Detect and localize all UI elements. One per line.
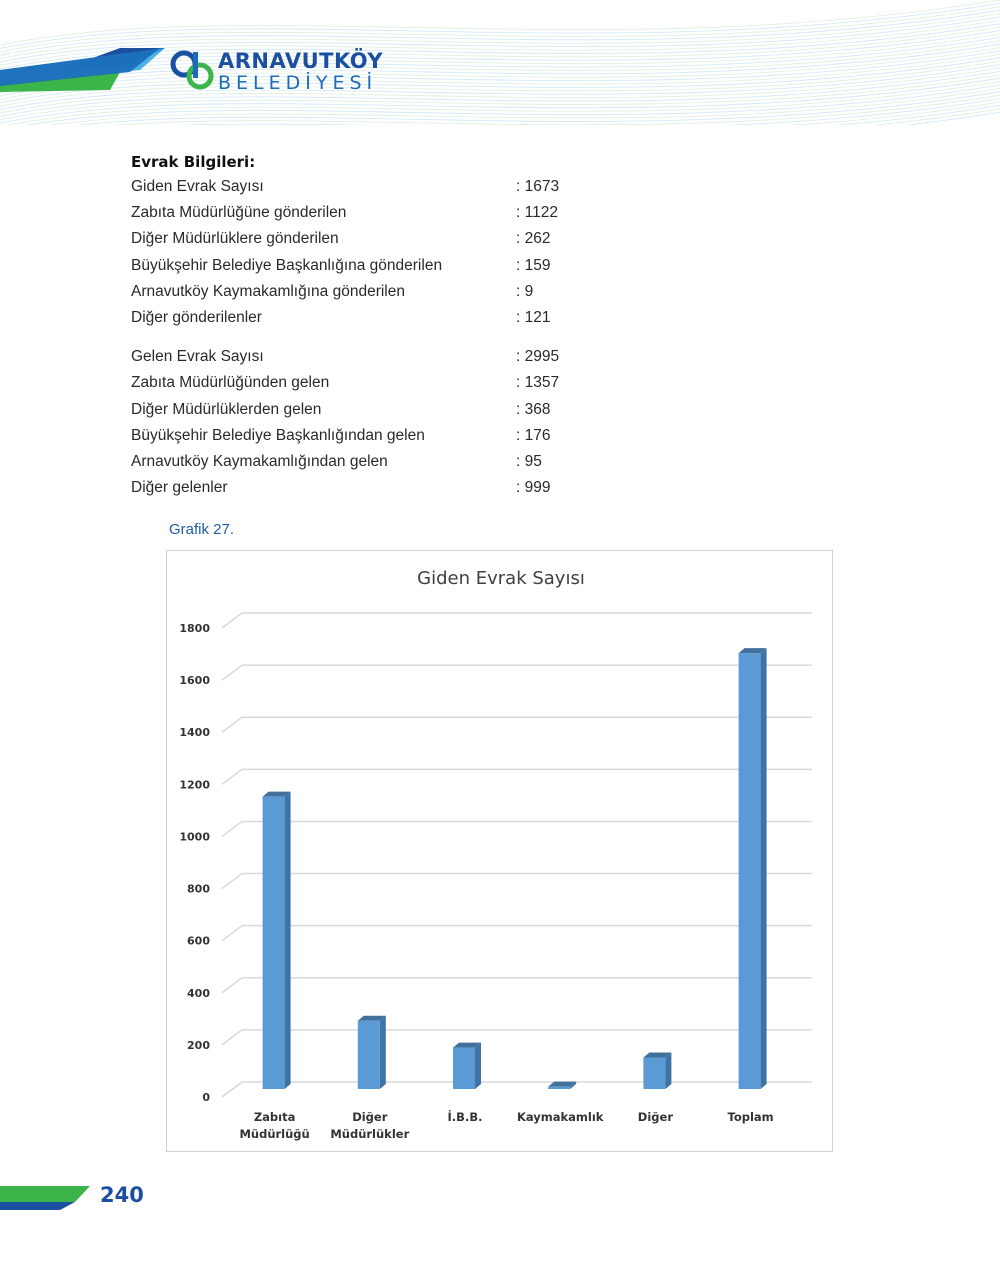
bar-front (548, 1087, 570, 1089)
info-row (131, 200, 691, 226)
y-tick-label: 200 (187, 1038, 210, 1052)
info-label: Zabıta Müdürlüğünden gelen (131, 374, 330, 392)
logo-mark (173, 52, 211, 87)
y-tick-label: 1800 (179, 622, 210, 635)
info-label: Diğer gelenler (131, 479, 228, 497)
wave-line (0, 82, 1000, 125)
y-tick-label: 1400 (179, 726, 210, 740)
info-row (131, 423, 691, 449)
gridline-depth (222, 926, 242, 941)
logo-text (218, 50, 383, 94)
bar-front (643, 1057, 665, 1089)
bar-front (263, 797, 285, 1089)
info-label: Giden Evrak Sayısı (131, 178, 264, 195)
footer-stripe-blue (0, 1202, 75, 1210)
y-tick-label: 1000 (179, 830, 210, 844)
info-value: : 9 (516, 282, 534, 300)
x-tick-label: Müdürlükler (330, 1127, 410, 1141)
info-label: Gelen Evrak Sayısı (131, 348, 264, 366)
info-value: : 368 (516, 400, 551, 418)
page-header (0, 0, 1000, 125)
info-label: Arnavutköy Kaymakamlığına gönderilen (131, 282, 405, 300)
info-heading: Evrak Bilgileri: (131, 153, 256, 171)
gridline-depth (222, 613, 242, 628)
gridline-depth (222, 665, 242, 680)
wave-line (0, 105, 1000, 125)
x-tick-label: Toplam (727, 1110, 774, 1124)
footer-stripe-green (0, 1186, 90, 1202)
info-value: : 176 (516, 426, 551, 444)
info-label: Büyükşehir Belediye Başkanlığından gelen (131, 426, 425, 444)
gridline-depth (222, 1030, 242, 1045)
info-value: : 159 (516, 256, 551, 274)
info-row (131, 397, 691, 423)
document-info-list (131, 150, 691, 501)
info-value: : 1357 (516, 374, 560, 392)
gridline-depth (222, 821, 242, 836)
logo-subtitle: BELEDİYESİ (218, 72, 378, 94)
y-tick-label: 1200 (179, 778, 210, 792)
bar-side (380, 1016, 386, 1089)
wave-line (0, 109, 1000, 125)
bar (453, 1043, 481, 1089)
x-tick-label: Müdürlüğü (239, 1127, 310, 1141)
info-value: : 262 (516, 230, 551, 248)
info-row (131, 305, 691, 331)
chart-caption: Grafik 27. (169, 521, 235, 538)
info-label: Diğer Müdürlüklere gönderilen (131, 230, 339, 248)
bar (263, 792, 291, 1089)
info-row (131, 449, 691, 475)
chart-bars (263, 648, 767, 1089)
info-label: Zabıta Müdürlüğüne gönderilen (131, 204, 347, 222)
wave-line (0, 85, 1000, 125)
info-value: : 121 (516, 308, 551, 326)
gridline-depth (222, 769, 242, 784)
section-gap (131, 331, 691, 344)
info-row (131, 370, 691, 396)
page-footer (0, 1180, 200, 1220)
logo-title: ARNAVUTKÖY (218, 49, 384, 73)
info-value: : 95 (516, 452, 542, 470)
incoming-list (131, 344, 691, 501)
gridline-depth (222, 1082, 242, 1097)
gridline-depth (222, 978, 242, 993)
y-tick-label: 400 (187, 986, 210, 1000)
chart-y-axis (179, 622, 210, 1104)
bar (739, 648, 767, 1089)
bar-side (761, 648, 767, 1089)
gridline-depth (222, 874, 242, 889)
bar-side (665, 1052, 671, 1089)
info-row (131, 279, 691, 305)
info-row (131, 174, 691, 200)
page-number: 240 (100, 1183, 144, 1207)
bar-front (453, 1048, 475, 1089)
outgoing-list (131, 174, 691, 331)
bar-front (358, 1021, 380, 1089)
header-decoration (0, 0, 1000, 125)
info-label: Arnavutköy Kaymakamlığından gelen (131, 452, 388, 470)
bar (643, 1052, 671, 1089)
info-label: Büyükşehir Belediye Başkanlığına gönderilen (131, 256, 443, 274)
bar-front (739, 653, 761, 1089)
info-row (131, 226, 691, 252)
chart-container (166, 550, 833, 1152)
x-tick-label: Diğer (352, 1110, 388, 1124)
info-value: : 1122 (516, 204, 558, 222)
header-wave-lines (0, 0, 1000, 125)
y-tick-label: 1600 (179, 674, 210, 688)
chart-title: Giden Evrak Sayısı (417, 568, 585, 589)
bar-chart (167, 551, 834, 1153)
info-value: : 2995 (516, 348, 560, 366)
chart-x-axis (239, 1109, 773, 1141)
x-tick-label: Zabıta (253, 1110, 296, 1124)
y-tick-label: 0 (202, 1091, 210, 1104)
wave-line (0, 102, 1000, 125)
x-tick-label: Diğer (637, 1110, 674, 1124)
info-value: : 1673 (516, 178, 560, 195)
x-tick-label: İ.B.B. (447, 1110, 483, 1124)
bar (358, 1016, 386, 1089)
info-label: Diğer Müdürlüklerden gelen (131, 400, 322, 418)
y-tick-label: 600 (187, 934, 210, 948)
info-row (131, 344, 691, 370)
chart-grid (222, 613, 812, 1097)
y-tick-label: 800 (187, 882, 210, 896)
x-tick-label: Kaymakamlık (516, 1110, 604, 1124)
bar-side (475, 1043, 481, 1089)
bar (548, 1082, 576, 1089)
info-row (131, 253, 691, 279)
bar-side (285, 792, 291, 1089)
info-label: Diğer gönderilenler (131, 308, 262, 326)
info-value: : 999 (516, 479, 551, 497)
info-row (131, 475, 691, 501)
gridline-depth (222, 717, 242, 732)
